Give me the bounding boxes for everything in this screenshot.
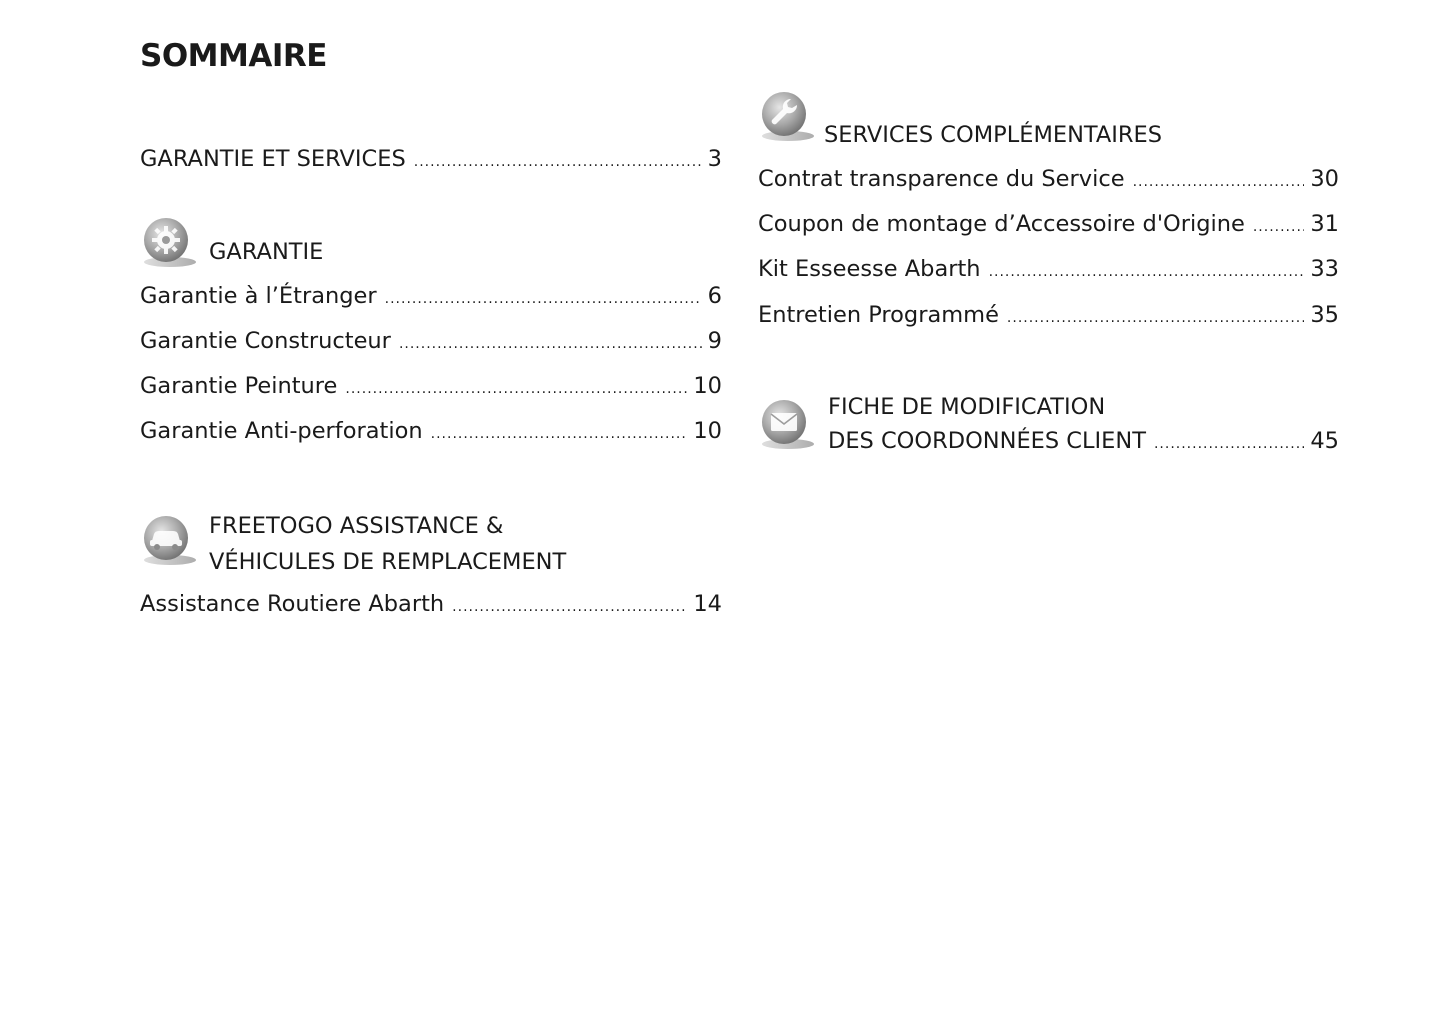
- dot-leader: [1253, 211, 1305, 237]
- toc-entry[interactable]: [140, 328, 722, 358]
- section-freetogo-title-line2: VÉHICULES DE REMPLACEMENT: [209, 549, 567, 575]
- toc-entry[interactable]: [140, 283, 722, 313]
- toc-entry[interactable]: [758, 256, 1339, 286]
- toc-entry-label: Entretien Programmé: [758, 302, 999, 328]
- dot-leader: [414, 146, 702, 172]
- dot-leader: [399, 328, 702, 354]
- toc-entry[interactable]: [140, 373, 722, 403]
- toc-entry[interactable]: [140, 591, 722, 621]
- toc-entry-label: Coupon de montage d’Accessoire d'Origine: [758, 211, 1245, 237]
- toc-entry-page: 10: [693, 418, 722, 444]
- toc-entry-page: 14: [693, 591, 722, 617]
- toc-entry[interactable]: [758, 211, 1339, 241]
- toc-entry-page: 31: [1310, 211, 1339, 237]
- dot-leader: [1133, 166, 1305, 192]
- toc-entry-page: 3: [707, 146, 722, 172]
- toc-entry-garantie-et-services[interactable]: [140, 146, 722, 176]
- envelope-icon: [758, 394, 818, 454]
- toc-entry[interactable]: [758, 302, 1339, 332]
- toc-entry-label: Garantie Constructeur: [140, 328, 391, 354]
- dot-leader: [452, 591, 687, 617]
- wrench-icon: [758, 86, 818, 146]
- toc-entry-page: 33: [1310, 256, 1339, 282]
- toc-entry-label: Kit Esseesse Abarth: [758, 256, 981, 282]
- dot-leader: [1007, 302, 1304, 328]
- gear-icon: [140, 212, 200, 272]
- toc-entry-page: 35: [1310, 302, 1339, 328]
- toc-entry-fiche[interactable]: [828, 428, 1339, 458]
- dot-leader: [431, 418, 688, 444]
- section-garantie-title: GARANTIE: [209, 239, 324, 265]
- toc-entry-page: 30: [1310, 166, 1339, 192]
- toc-entry-label: Garantie à l’Étranger: [140, 283, 377, 309]
- dot-leader: [345, 373, 687, 399]
- toc-entry-page: 9: [707, 328, 722, 354]
- toc-entry-page: 6: [707, 283, 722, 309]
- toc-entry[interactable]: [758, 166, 1339, 196]
- toc-entry-label: Contrat transparence du Service: [758, 166, 1125, 192]
- toc-left-column: [140, 0, 722, 1018]
- toc-entry-label: Garantie Peinture: [140, 373, 338, 399]
- toc-entry-label: DES COORDONNÉES CLIENT: [828, 428, 1146, 454]
- page-title: SOMMAIRE: [140, 38, 327, 74]
- dot-leader: [989, 256, 1305, 282]
- toc-right-column: [758, 0, 1339, 1018]
- toc-entry[interactable]: [140, 418, 722, 448]
- dot-leader: [385, 283, 702, 309]
- section-fiche-title-line1: FICHE DE MODIFICATION: [828, 394, 1106, 420]
- dot-leader: [1154, 428, 1304, 454]
- toc-entry-label: Assistance Routiere Abarth: [140, 591, 445, 617]
- section-freetogo-title-line1: FREETOGO ASSISTANCE &: [209, 513, 504, 539]
- section-services-title: SERVICES COMPLÉMENTAIRES: [824, 122, 1163, 148]
- toc-entry-page: 45: [1310, 428, 1339, 454]
- toc-entry-label: Garantie Anti-perforation: [140, 418, 423, 444]
- toc-entry-page: 10: [693, 373, 722, 399]
- toc-entry-label: GARANTIE ET SERVICES: [140, 146, 406, 172]
- car-icon: [140, 510, 200, 570]
